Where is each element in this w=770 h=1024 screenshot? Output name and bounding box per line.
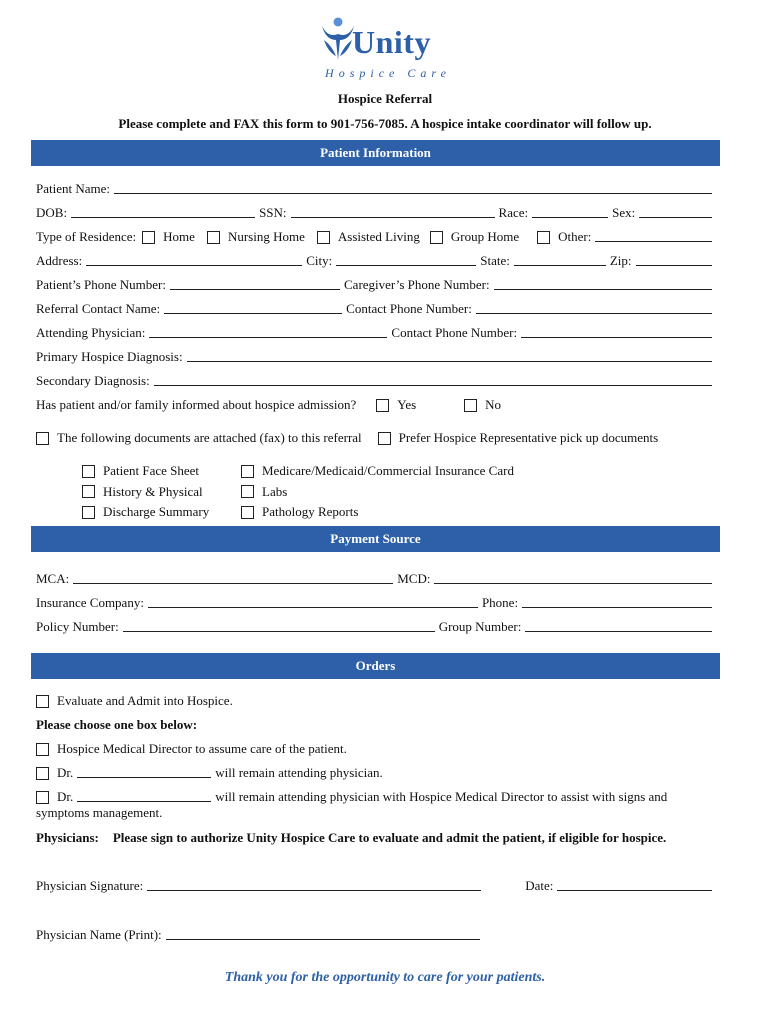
- physicians-label: Physicians:: [36, 830, 99, 845]
- mcd-field[interactable]: [434, 570, 712, 584]
- sex-label: Sex:: [612, 205, 636, 220]
- address-field[interactable]: [86, 252, 302, 266]
- group-number-field[interactable]: [525, 618, 712, 632]
- logo-tagline: Hospice Care: [325, 66, 451, 80]
- referral-contact-label: Referral Contact Name:: [36, 301, 161, 316]
- physician-print-name-field[interactable]: [166, 926, 480, 940]
- physician-print-name-label: Physician Name (Print):: [36, 927, 162, 942]
- residence-assisted-living-label: Assisted Living: [337, 229, 420, 244]
- signature-date-field[interactable]: [557, 877, 712, 891]
- group-number-label: Group Number:: [438, 619, 522, 634]
- address-label: Address:: [36, 253, 83, 268]
- insurance-phone-label: Phone:: [481, 595, 519, 610]
- attending-contact-phone-label: Contact Phone Number:: [391, 325, 518, 340]
- dob-field[interactable]: [71, 204, 255, 218]
- doc-pathology-checkbox[interactable]: [241, 506, 254, 519]
- doc-face-sheet-label: Patient Face Sheet: [103, 463, 200, 478]
- insurance-company-field[interactable]: [148, 594, 478, 608]
- mca-label: MCA:: [36, 571, 70, 586]
- physician-signature-field[interactable]: [147, 877, 481, 891]
- dr-assist-suffix: will remain attending physician with Hospice Medical Director to assist with signs and: [215, 789, 668, 804]
- race-label: Race:: [498, 205, 529, 220]
- residence-group-home-label: Group Home: [450, 229, 520, 244]
- informed-yes-label: Yes: [397, 397, 417, 412]
- patient-name-field[interactable]: [114, 180, 712, 194]
- evaluate-admit-checkbox[interactable]: [36, 695, 49, 708]
- mcd-label: MCD:: [397, 571, 431, 586]
- prefer-rep-label: Prefer Hospice Representative pick up documents: [398, 430, 659, 445]
- footer-thanks: Thank you for the opportunity to care for your patients.: [224, 970, 546, 985]
- doc-history-physical-label: History & Physical: [103, 483, 203, 499]
- section-orders: Orders: [31, 653, 720, 679]
- logo-name: Unity: [352, 24, 431, 60]
- physicians-text: Please sign to authorize Unity Hospice Care to evaluate and admit the patient, if eligible for hospice.: [112, 830, 667, 845]
- dr-assist-checkbox[interactable]: [36, 791, 49, 804]
- caregiver-phone-field[interactable]: [494, 276, 712, 290]
- zip-field[interactable]: [636, 252, 712, 266]
- caregiver-phone-label: Caregiver’s Phone Number:: [344, 277, 490, 292]
- docs-attached-checkbox[interactable]: [36, 432, 49, 445]
- form-instructions: Please complete and FAX this form to 901-756-7085. A hospice intake coordinator will follow up.: [118, 116, 652, 131]
- informed-no-label: No: [485, 397, 502, 412]
- dr-remain-suffix: will remain attending physician.: [215, 765, 383, 780]
- doc-face-sheet-checkbox[interactable]: [82, 465, 95, 478]
- contact-phone-field[interactable]: [476, 300, 712, 314]
- ssn-field[interactable]: [291, 204, 495, 218]
- attending-physician-label: Attending Physician:: [36, 325, 146, 340]
- contact-phone-label: Contact Phone Number:: [346, 301, 472, 316]
- medical-director-checkbox[interactable]: [36, 743, 49, 756]
- doc-labs-label: Labs: [262, 483, 288, 499]
- city-label: City:: [306, 253, 333, 268]
- dr-assist-continuation: symptoms management.: [36, 805, 163, 820]
- patient-name-label: Patient Name:: [36, 181, 111, 196]
- prefer-rep-checkbox[interactable]: [378, 432, 391, 445]
- policy-number-label: Policy Number:: [36, 619, 119, 634]
- patient-phone-field[interactable]: [170, 276, 340, 290]
- residence-other-checkbox[interactable]: [537, 231, 550, 244]
- zip-label: Zip:: [609, 253, 632, 268]
- attending-physician-field[interactable]: [149, 324, 387, 338]
- residence-group-home-checkbox[interactable]: [430, 231, 443, 244]
- evaluate-admit-label: Evaluate and Admit into Hospice.: [57, 693, 233, 708]
- choose-one-label: Please choose one box below:: [36, 717, 198, 732]
- medical-director-label: Hospice Medical Director to assume care of the patient.: [57, 741, 347, 756]
- state-field[interactable]: [514, 252, 606, 266]
- policy-number-field[interactable]: [123, 618, 435, 632]
- residence-other-label: Other:: [558, 229, 592, 244]
- docs-attached-label: The following documents are attached (fax) to this referral: [57, 430, 362, 445]
- residence-nursing-home-checkbox[interactable]: [207, 231, 220, 244]
- dob-label: DOB:: [36, 205, 68, 220]
- logo: [318, 14, 458, 84]
- residence-nursing-home-label: Nursing Home: [227, 229, 305, 244]
- residence-other-field[interactable]: [595, 228, 712, 242]
- doc-insurance-card-checkbox[interactable]: [241, 465, 254, 478]
- informed-question: Has patient and/or family informed about hospice admission?: [36, 397, 357, 412]
- residence-label: Type of Residence:: [36, 229, 137, 244]
- residence-home-checkbox[interactable]: [142, 231, 155, 244]
- referral-contact-field[interactable]: [164, 300, 342, 314]
- primary-diagnosis-field[interactable]: [187, 348, 712, 362]
- physician-signature-label: Physician Signature:: [36, 878, 144, 893]
- residence-home-label: Home: [163, 229, 195, 244]
- patient-phone-label: Patient’s Phone Number:: [36, 277, 166, 292]
- primary-diagnosis-label: Primary Hospice Diagnosis:: [36, 349, 183, 364]
- dr-assist-prefix: Dr.: [57, 789, 74, 804]
- insurance-phone-field[interactable]: [522, 594, 712, 608]
- form-title: Hospice Referral: [337, 91, 433, 106]
- city-field[interactable]: [336, 252, 476, 266]
- informed-yes-checkbox[interactable]: [376, 399, 389, 412]
- dr-remain-checkbox[interactable]: [36, 767, 49, 780]
- informed-no-checkbox[interactable]: [464, 399, 477, 412]
- mca-field[interactable]: [73, 570, 393, 584]
- race-field[interactable]: [532, 204, 608, 218]
- doc-discharge-summary-checkbox[interactable]: [82, 506, 95, 519]
- dr-assist-name-field[interactable]: [77, 788, 211, 802]
- dr-remain-name-field[interactable]: [77, 764, 211, 778]
- doc-insurance-card-label: Medicare/Medicaid/Commercial Insurance Card: [262, 463, 514, 478]
- signature-date-label: Date:: [525, 878, 554, 893]
- section-payment-source: Payment Source: [31, 526, 720, 552]
- sex-field[interactable]: [639, 204, 712, 218]
- secondary-diagnosis-label: Secondary Diagnosis:: [36, 373, 150, 388]
- doc-history-physical-checkbox[interactable]: [82, 485, 95, 498]
- doc-discharge-summary-label: Discharge Summary: [103, 504, 210, 519]
- secondary-diagnosis-field[interactable]: [154, 372, 712, 386]
- dr-remain-prefix: Dr.: [57, 765, 74, 780]
- insurance-company-label: Insurance Company:: [36, 595, 144, 610]
- doc-pathology-label: Pathology Reports: [262, 504, 359, 519]
- doc-labs-checkbox[interactable]: [241, 485, 254, 498]
- section-patient-information: Patient Information: [31, 140, 720, 166]
- residence-assisted-living-checkbox[interactable]: [317, 231, 330, 244]
- ssn-label: SSN:: [259, 205, 287, 220]
- attending-contact-phone-field[interactable]: [521, 324, 712, 338]
- state-label: State:: [480, 253, 510, 268]
